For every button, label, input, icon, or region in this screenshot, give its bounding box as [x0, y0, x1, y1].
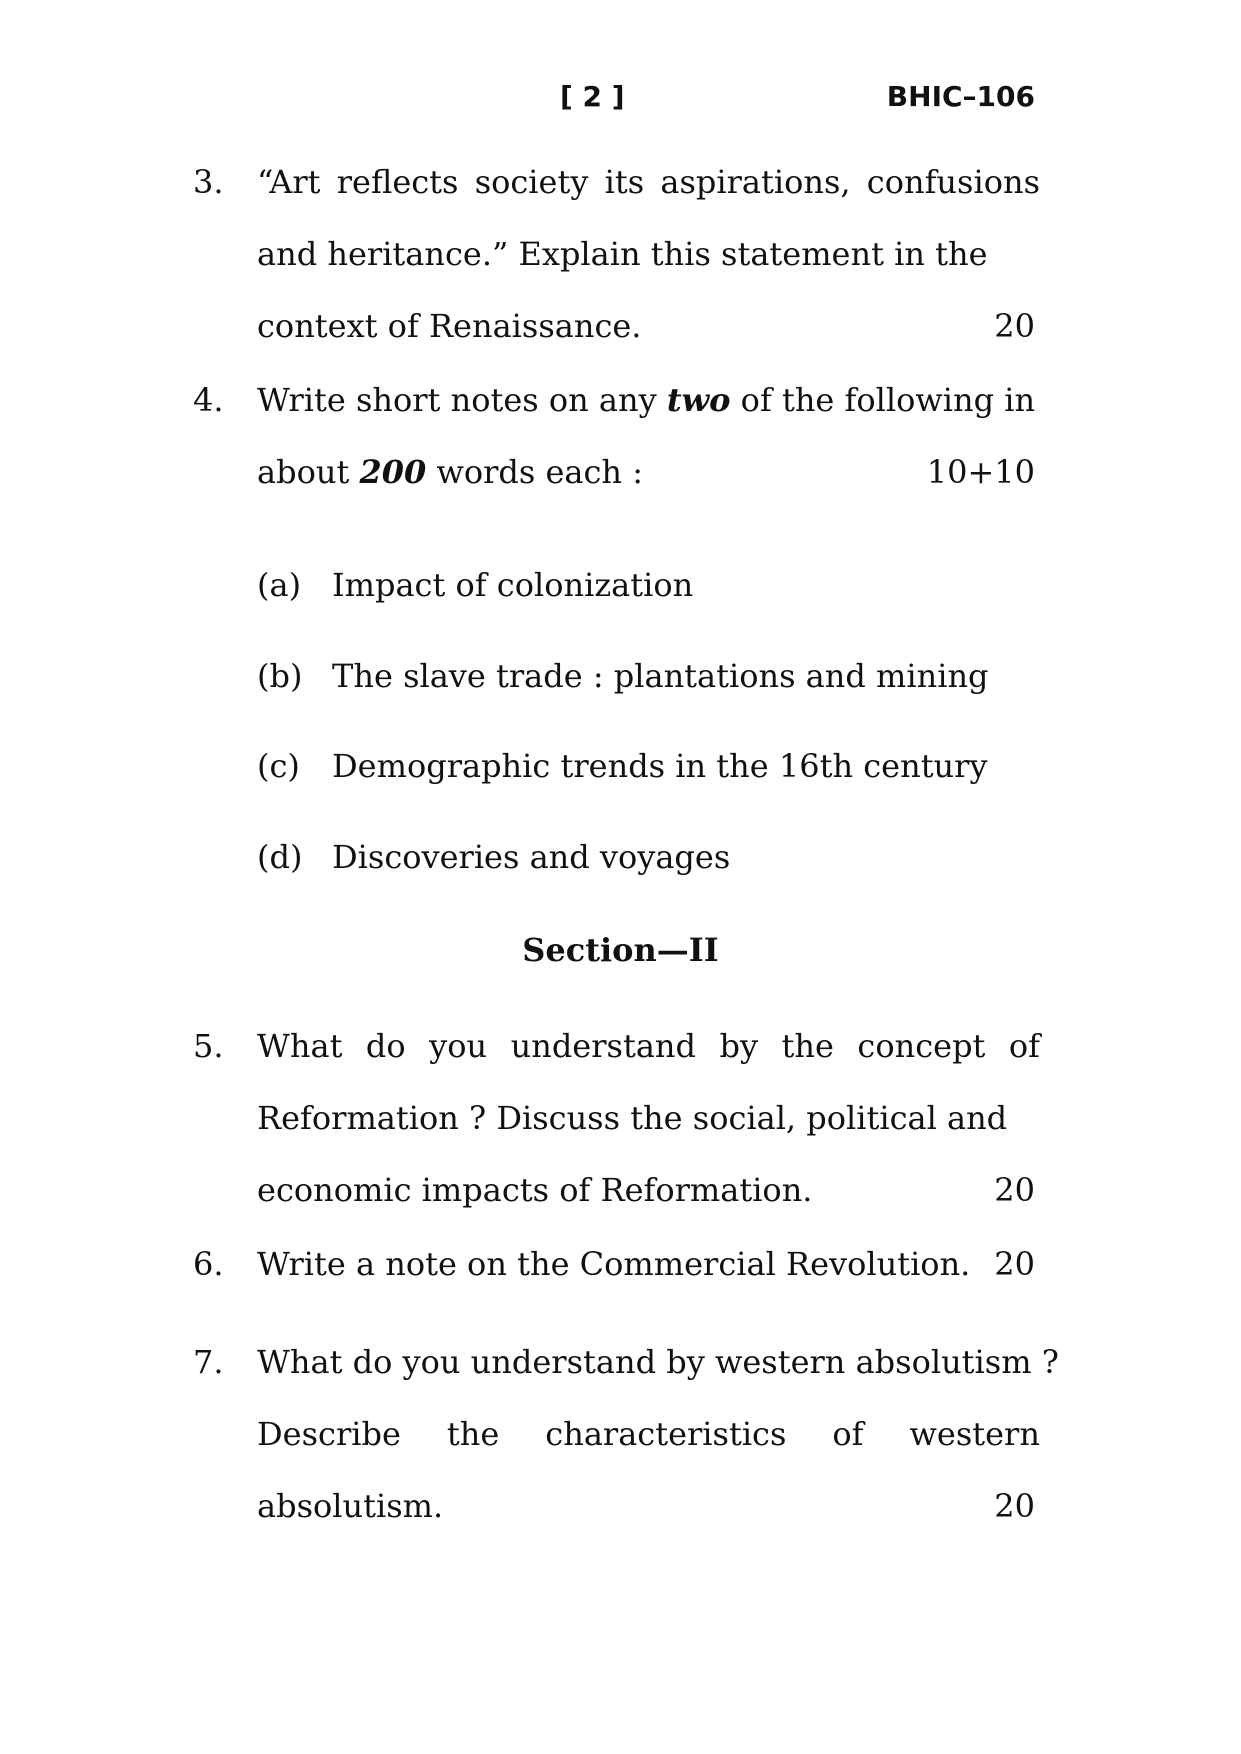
option-b — [257, 646, 989, 706]
option-label: (c) — [257, 747, 300, 785]
marks: 20 — [994, 1245, 1035, 1283]
question-word: the — [781, 1027, 834, 1065]
page-header — [0, 80, 1241, 120]
question-text: and heritance.” Explain this statement in the — [257, 235, 988, 273]
option-c — [257, 736, 988, 796]
paper-code: BHIC–106 — [886, 80, 1035, 113]
option-label: (a) — [257, 566, 302, 604]
question-line — [257, 1398, 1040, 1470]
question-5 — [193, 1010, 1040, 1226]
question-7 — [193, 1326, 1059, 1542]
question-word: confusions — [866, 163, 1040, 201]
option-label: (d) — [257, 838, 303, 876]
question-line — [257, 1082, 1040, 1154]
question-text: economic impacts of Reformation. — [257, 1171, 813, 1209]
question-word: “Art — [257, 163, 321, 201]
question-word: the — [446, 1415, 500, 1453]
option-d — [257, 827, 730, 887]
question-word: reflects — [336, 163, 459, 201]
section-title: Section—II — [522, 931, 719, 969]
question-text: context of Renaissance. — [257, 307, 642, 345]
emphasis-text: 200 — [359, 453, 427, 491]
question-line — [257, 1470, 1040, 1542]
question-6 — [193, 1228, 1040, 1300]
question-line — [257, 290, 1040, 362]
question-word: you — [429, 1027, 488, 1065]
page-number: [ 2 ] — [560, 80, 625, 113]
question-line — [257, 1154, 1040, 1226]
question-word: its — [604, 163, 645, 201]
question-number: 6. — [193, 1245, 224, 1283]
option-a — [257, 555, 693, 615]
question-line — [257, 146, 1040, 218]
question-text: of the following in — [730, 381, 1036, 419]
question-word: western — [909, 1415, 1040, 1453]
question-word: Describe — [257, 1415, 401, 1453]
option-text: Demographic trends in the 16th century — [332, 747, 988, 785]
question-text: about — [257, 453, 360, 491]
marks: 10+10 — [926, 453, 1035, 491]
question-number: 7. — [193, 1343, 224, 1381]
question-text: What do you understand by western absolutism ? — [257, 1343, 1059, 1381]
question-word: characteristics — [545, 1415, 787, 1453]
question-word: aspirations, — [660, 163, 851, 201]
question-word: society — [474, 163, 589, 201]
question-word: by — [719, 1027, 759, 1065]
question-line — [257, 1228, 1040, 1300]
question-word: of — [832, 1415, 864, 1453]
question-line — [257, 1326, 1059, 1398]
question-text: Write a note on the Commercial Revolution. — [257, 1245, 971, 1283]
question-text: Write short notes on any — [257, 381, 667, 419]
option-text: Discoveries and voyages — [332, 838, 731, 876]
question-number: 5. — [193, 1027, 224, 1065]
question-number: 3. — [193, 163, 224, 201]
emphasis-text: two — [666, 381, 731, 419]
question-number: 4. — [193, 381, 224, 419]
option-text: Impact of colonization — [332, 566, 694, 604]
question-text: absolutism. — [257, 1487, 444, 1525]
marks: 20 — [994, 307, 1035, 345]
marks: 20 — [994, 1487, 1035, 1525]
question-word: do — [365, 1027, 406, 1065]
question-text: words each : — [426, 453, 643, 491]
question-line — [257, 436, 1040, 508]
question-line — [257, 218, 1040, 290]
question-line — [257, 364, 1040, 436]
question-line — [257, 1010, 1040, 1082]
question-word: What — [257, 1027, 343, 1065]
question-word: understand — [510, 1027, 696, 1065]
marks: 20 — [994, 1171, 1035, 1209]
question-text: Reformation ? Discuss the social, political and — [257, 1099, 1008, 1137]
question-4 — [193, 364, 1040, 508]
option-label: (b) — [257, 657, 303, 695]
question-word: concept — [857, 1027, 986, 1065]
option-text: The slave trade : plantations and mining — [332, 657, 989, 695]
question-word: of — [1008, 1027, 1040, 1065]
question-3 — [193, 146, 1040, 362]
